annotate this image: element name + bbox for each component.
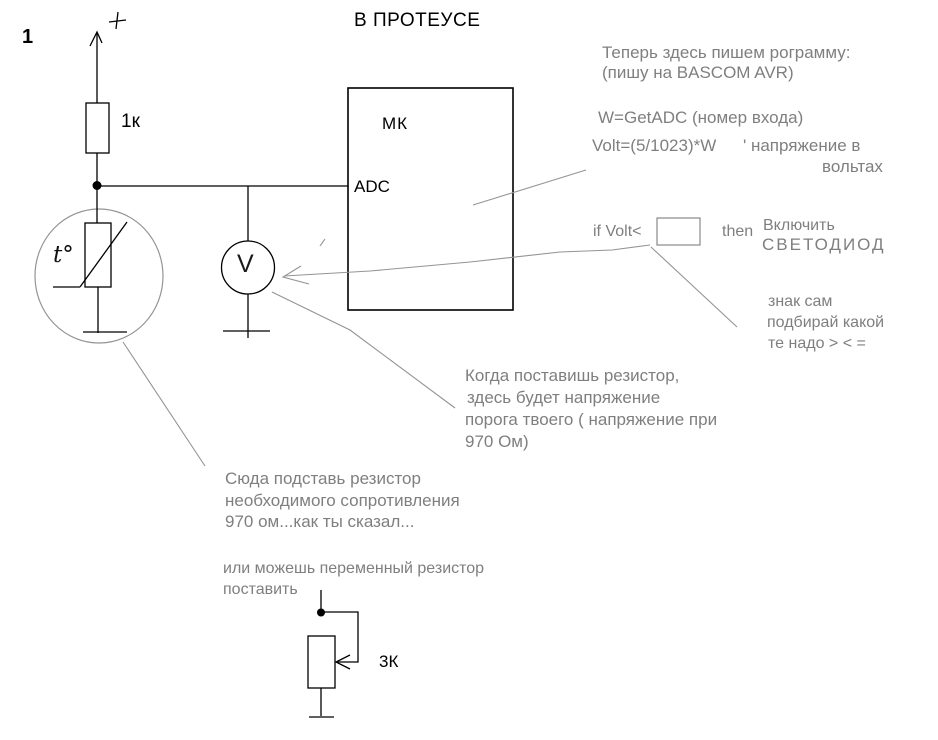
if-statement-then: then bbox=[722, 223, 754, 240]
page-title: В ПРОТЕУСЕ bbox=[354, 10, 481, 31]
sign-note-line1: знак сам bbox=[768, 293, 833, 310]
leader-ifbox-to-sign-note bbox=[651, 247, 737, 327]
supply-arrow bbox=[90, 12, 126, 103]
pot-value-label: 3К bbox=[379, 652, 399, 671]
potentiometer bbox=[308, 590, 358, 717]
sign-note-line3: те надо > < = bbox=[768, 335, 866, 352]
led-note-line2: СВЕТОДИОД bbox=[762, 235, 886, 254]
resistor-r1 bbox=[86, 103, 109, 153]
note-program-line2: (пишу на BASCOM AVR) bbox=[602, 63, 794, 82]
led-note-line1: Включить bbox=[763, 217, 835, 234]
mcu-box bbox=[348, 88, 513, 310]
resistor-note-line2: необходимого сопротивления bbox=[225, 491, 460, 510]
figure-number: 1 bbox=[22, 26, 34, 48]
threshold-note-line2: здесь будет напряжение bbox=[467, 388, 661, 407]
variable-note-line1: или можешь переменный резистор bbox=[223, 560, 485, 577]
code-volt-comment-wrap: вольтах bbox=[822, 157, 883, 176]
adc-pin-label: ADC bbox=[354, 177, 390, 196]
code-getadc: W=GetADC (номер входа) bbox=[598, 108, 804, 127]
variable-note-line2: поставить bbox=[223, 581, 298, 598]
code-volt-comment: ' напряжение в bbox=[743, 136, 861, 155]
voltmeter-symbol: V bbox=[237, 250, 254, 278]
leader-thermistor-to-resistor-note bbox=[123, 342, 205, 466]
threshold-note-line1: Когда поставишь резистор, bbox=[465, 366, 680, 385]
code-volt: Volt=(5/1023)*W bbox=[592, 136, 717, 155]
mcu-label: МК bbox=[382, 114, 409, 133]
threshold-value-box bbox=[657, 218, 700, 245]
r1-value-label: 1к bbox=[121, 111, 140, 132]
note-program-line1: Теперь здесь пишем рограмму: bbox=[602, 43, 851, 62]
if-statement-prefix: if Volt< bbox=[593, 223, 642, 240]
threshold-note-line3: порога твоего ( напряжение при bbox=[465, 410, 718, 429]
thermistor-body bbox=[85, 223, 111, 287]
sign-note-line2: подбирай какой bbox=[767, 314, 885, 331]
threshold-note-line4: 970 Ом) bbox=[465, 432, 529, 451]
thermistor-symbol: t° bbox=[53, 242, 74, 268]
resistor-note-line1: Сюда подставь резистор bbox=[225, 469, 421, 488]
stray-mark bbox=[320, 239, 325, 246]
resistor-note-line3: 970 ом...как ты сказал... bbox=[225, 512, 415, 531]
